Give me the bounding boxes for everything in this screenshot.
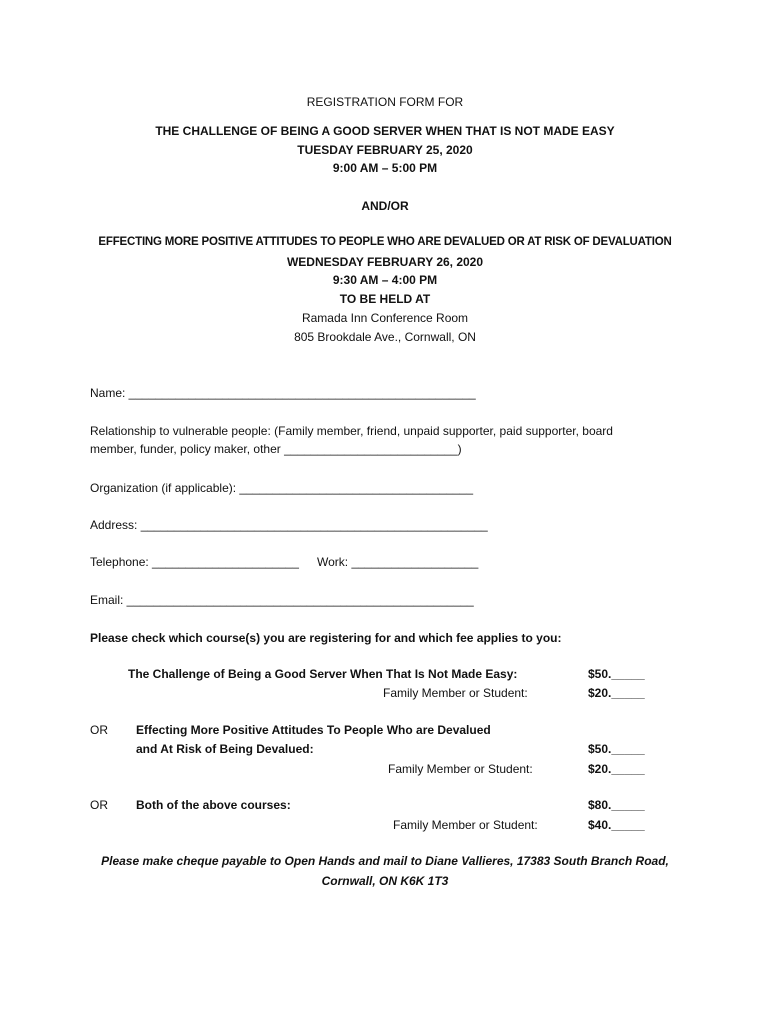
- or-label-1: OR: [90, 723, 108, 737]
- form-title: REGISTRATION FORM FOR: [306, 95, 464, 109]
- course2-sub-label: Family Member or Student:: [388, 762, 533, 776]
- course3-sub-label: Family Member or Student:: [393, 818, 538, 832]
- payment-instructions-line1: Please make cheque payable to Open Hands and mail to Diane Vallieres, 17383 South Branch Road,: [101, 854, 669, 868]
- course1-title: THE CHALLENGE OF BEING A GOOD SERVER WHEN THAT IS NOT MADE EASY: [155, 124, 615, 138]
- venue-address: 805 Brookdale Ave., Cornwall, ON: [294, 330, 476, 344]
- course2-fee-field[interactable]: $50._____: [588, 742, 645, 756]
- venue: Ramada Inn Conference Room: [301, 311, 469, 325]
- andor-heading: AND/OR: [361, 199, 409, 213]
- course2-title: EFFECTING MORE POSITIVE ATTITUDES TO PEOPLE WHO ARE DEVALUED OR AT RISK OF DEVALUATION: [98, 236, 672, 248]
- course2-option-title-line2: and At Risk of Being Devalued:: [136, 742, 314, 756]
- relationship-field-line1: Relationship to vulnerable people: (Family member, friend, unpaid supporter, paid supporter, board: [90, 424, 613, 438]
- address-field[interactable]: Address: ____________________________________________________: [90, 518, 488, 532]
- course2-option-title-line1: Effecting More Positive Attitudes To People Who are Devalued: [136, 723, 491, 737]
- course3-sub-fee-field[interactable]: $40._____: [588, 818, 645, 832]
- course3-option-title: Both of the above courses:: [136, 798, 291, 812]
- relationship-field-line2[interactable]: member, funder, policy maker, other __________________________): [90, 442, 462, 456]
- held-at: TO BE HELD AT: [339, 292, 431, 306]
- or-label-2: OR: [90, 798, 108, 812]
- course3-fee-field[interactable]: $80._____: [588, 798, 645, 812]
- work-phone-field[interactable]: Work: ___________________: [317, 555, 479, 569]
- payment-instructions-line2: Cornwall, ON K6K 1T3: [321, 874, 449, 888]
- course2-date: WEDNESDAY FEBRUARY 26, 2020: [286, 255, 484, 269]
- email-field[interactable]: Email: ____________________________________________________: [90, 593, 474, 607]
- course1-sub-fee-field[interactable]: $20._____: [588, 686, 645, 700]
- course1-fee-field[interactable]: $50._____: [588, 667, 645, 681]
- course1-sub-label: Family Member or Student:: [383, 686, 528, 700]
- name-field[interactable]: Name: ____________________________________________________: [90, 386, 476, 400]
- course1-date: TUESDAY FEBRUARY 25, 2020: [297, 143, 473, 157]
- course2-sub-fee-field[interactable]: $20._____: [588, 762, 645, 776]
- course1-option-title: The Challenge of Being a Good Server When That Is Not Made Easy:: [128, 667, 518, 681]
- course2-time: 9:30 AM – 4:00 PM: [332, 273, 438, 287]
- organization-field[interactable]: Organization (if applicable): ___________________________________: [90, 481, 473, 495]
- course1-time: 9:00 AM – 5:00 PM: [332, 161, 438, 175]
- course-instruction: Please check which course(s) you are registering for and which fee applies to you:: [90, 631, 562, 645]
- telephone-field[interactable]: Telephone: ______________________: [90, 555, 299, 569]
